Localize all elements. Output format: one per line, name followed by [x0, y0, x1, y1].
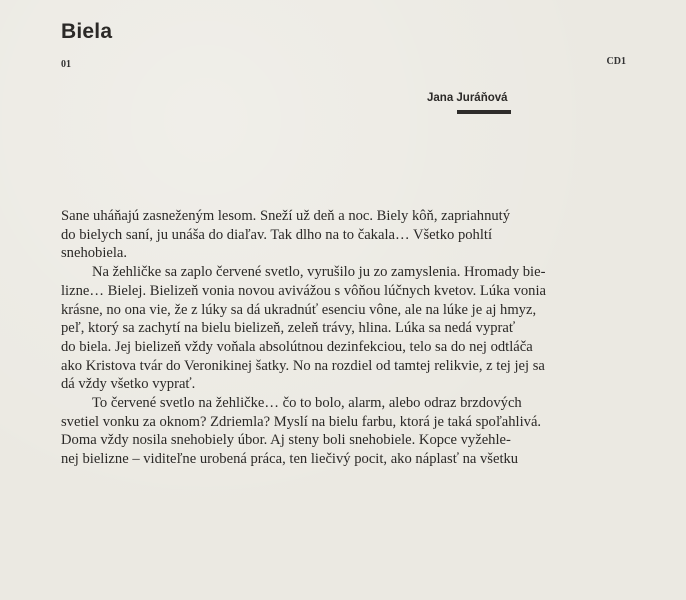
- text-line: snehobiela.: [61, 245, 128, 262]
- author-underline: [457, 110, 511, 114]
- text-line: Doma vždy nosila snehobiely úbor. Aj steny boli snehobiele. Kopce vyžehle-: [61, 432, 511, 449]
- text-line: do biela. Jej bielizeň vždy voňala absolútnou dezinfekciou, telo sa do nej odtláča: [61, 338, 533, 355]
- text-line: nej bielizne – viditeľne urobená práca, ten liečivý pocit, ako náplasť na všetku: [61, 451, 519, 468]
- text-line: dá vždy všetko vyprať.: [61, 376, 196, 393]
- text-line: peľ, ktorý sa zachytí na bielu bielizeň, zeleň trávy, hlina. Lúka sa nedá vypr​ať: [61, 320, 516, 337]
- text-line: svetiel vonku za oknom? Zdriemla? Myslí na bielu farbu, ktorá je taká spoľahlivá.: [61, 413, 542, 430]
- text-line: ako Kristova tvár do Veronikinej šatky. No na rozdiel od tamtej relikvie, z tej jej sa: [61, 357, 545, 374]
- body-text: [61, 207, 661, 469]
- text-line: To červené svetlo na žehličke… čo to bolo, alarm, alebo odraz brzdových: [92, 395, 522, 412]
- text-line: do bielych saní, ju unáša do diaľav. Tak dlho na to čakala… Všetko pohltí: [61, 226, 493, 243]
- cd-label: CD1: [606, 56, 626, 67]
- text-line: Na žehličke sa zaplo červené svetlo, vyrušilo ju zo zamyslenia. Hromady bie-: [92, 264, 546, 281]
- text-line: lizne… Bielej. Bielizeň vonia novou aviváž​ou s vôňou lúčnych kvetov. Lúka vonia: [61, 282, 546, 299]
- track-number: 01: [61, 59, 71, 70]
- text-line: krásne, no ona vie, že z lúky sa dá ukradnúť esenciu vône, ale na lúke je aj hmyz,: [61, 301, 537, 318]
- page-title: Biela: [61, 20, 113, 43]
- author-name: Jana Juráňová: [427, 92, 508, 104]
- text-line: Sane uháňajú zasneženým lesom. Sneží už deň a noc. Biely kôň, zapriahnutý: [61, 208, 511, 224]
